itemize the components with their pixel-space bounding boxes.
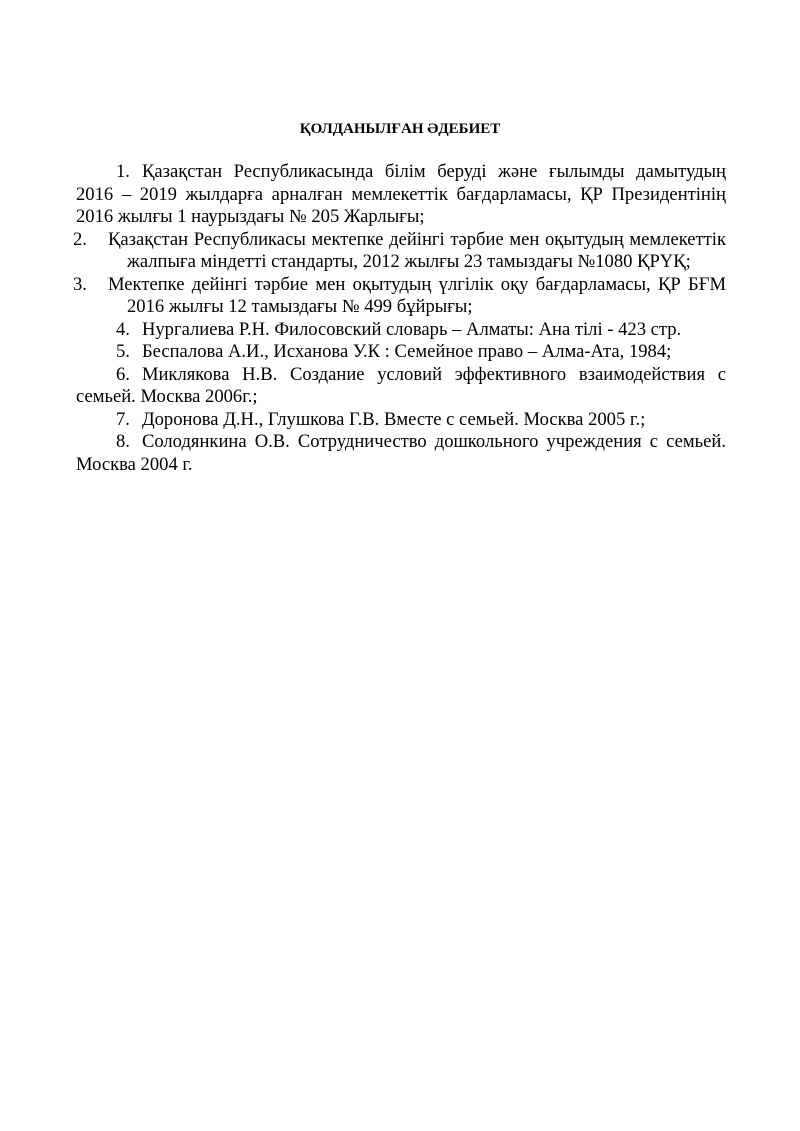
reference-item-7 [76, 409, 726, 432]
reference-text: Қазақстан Республикасында білім беруді және ғылымды дамытудың 2016 – 2019 жылдарға арналған мемлекеттік бағдарламасы, ҚР Президентінің 2016 жылғы 1 наурыздағы № 205 Жарлығы; [76, 161, 726, 227]
reference-item-1 [76, 161, 726, 229]
reference-number: 1. [116, 161, 130, 182]
reference-item-3: 3. Мектепке дейінгі тәрбие мен оқытудың үлгілік оқу бағдарламасы, ҚР БҒМ 2016 жылғы 12 тамыздағы № 499 бұйрығы; [73, 273, 726, 317]
reference-item-2: 2. Қазақстан Республикасы мектепке дейінгі тәрбие мен оқытудың мемлекеттік жалпыға міндетті стандарты, 2012 жылғы 23 тамыздағы №1080 ҚРҮҚ; [73, 228, 726, 272]
reference-text: Миклякова Н.В. Создание условий эффективного взаимодействия с семьей. Москва 2006г.; [76, 363, 726, 407]
reference-item-6 [76, 364, 726, 409]
reference-number: 5. [116, 341, 130, 362]
reference-text: Доронова Д.Н., Глушкова Г.В. Вместе с семьей. Москва 2005 г.; [141, 408, 646, 430]
reference-number: 4. [116, 318, 130, 340]
reference-text: Нургалиева Р.Н. Филосовский словарь – Алматы: Ана тілі - 423 стр. [141, 318, 682, 340]
reference-number: 6. [116, 363, 130, 385]
reference-item-4 [76, 319, 726, 342]
reference-text: Беспалова А.И., Исханова У.К : Семейное право – Алма-Ата, 1984; [141, 341, 672, 362]
page-title: ҚОЛДАНЫЛҒАН ӘДЕБИЕТ [299, 121, 501, 137]
reference-item-5 [76, 341, 726, 364]
reference-item-8 [76, 431, 726, 476]
reference-text: Қазақстан Республикасы мектепке дейінгі тәрбие мен оқытудың мемлекеттік жалпыға міндетті стандарты, 2012 жылғы 23 тамыздағы №1080 ҚРҮҚ; [108, 228, 726, 272]
reference-text: Солодянкина О.В. Сотрудничество дошкольного учреждения с семьей. Москва 2004 г. [76, 431, 726, 475]
reference-number: 8. [116, 431, 130, 452]
reference-number: 7. [116, 408, 130, 430]
reference-text: Мектепке дейінгі тәрбие мен оқытудың үлгілік оқу бағдарламасы, ҚР БҒМ 2016 жылғы 12 тамыздағы № 499 бұйрығы; [108, 273, 726, 317]
reference-list [73, 161, 726, 476]
